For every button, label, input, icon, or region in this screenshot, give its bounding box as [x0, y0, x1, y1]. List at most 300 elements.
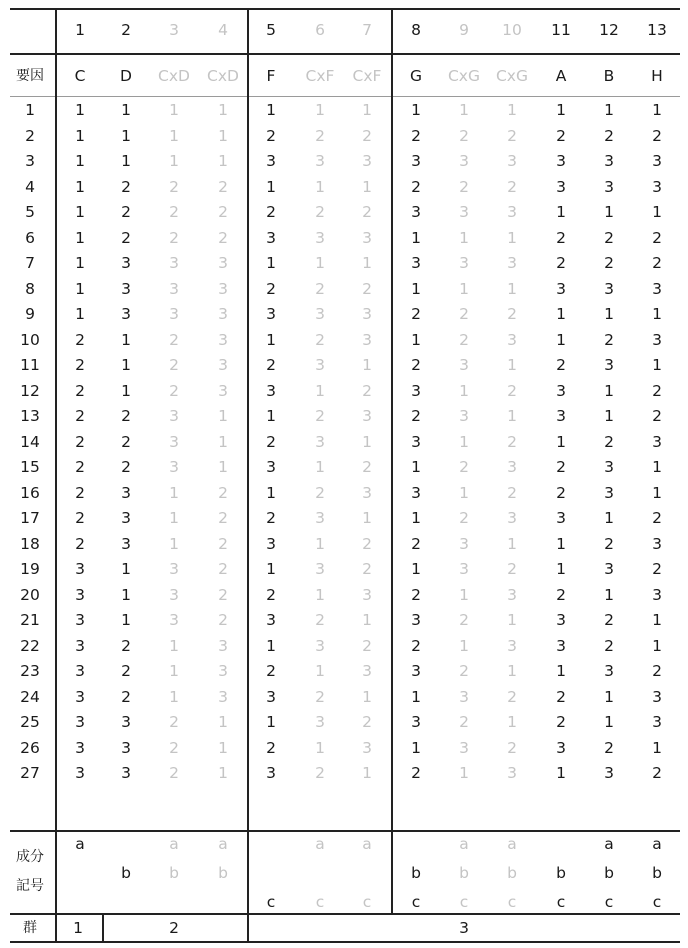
component-symbol: a — [507, 835, 517, 853]
column-number: 4 — [218, 21, 228, 39]
table-cell: 3 — [266, 458, 276, 476]
table-cell: 3 — [169, 458, 179, 476]
factor-name: CxD — [158, 67, 190, 85]
table-cell: 1 — [121, 126, 131, 145]
table-cell: 2 — [121, 203, 131, 221]
table-cell: 1 — [218, 458, 228, 476]
table-cell: 2 — [362, 381, 372, 400]
table-cell: 3 — [266, 152, 276, 170]
table-cell: 1 — [169, 687, 179, 706]
table-cell: 2 — [121, 432, 131, 451]
table-cell: 1 — [604, 305, 614, 323]
table-cell: 3 — [75, 713, 85, 731]
table-cell: 2 — [507, 687, 517, 706]
table-cell: 2 — [459, 458, 469, 476]
component-symbol: c — [411, 893, 421, 911]
table-cell: 3 — [556, 279, 566, 298]
row-number: 5 — [25, 203, 35, 221]
component-symbol: b — [507, 864, 517, 882]
table-cell: 3 — [218, 662, 228, 680]
table-cell: 3 — [604, 483, 614, 502]
table-cell: 3 — [652, 330, 662, 349]
table-cell: 1 — [362, 356, 372, 374]
table-cell: 2 — [121, 458, 131, 476]
table-cell: 2 — [652, 126, 662, 145]
table-cell: 1 — [507, 407, 517, 425]
table-cell: 1 — [362, 509, 372, 527]
table-cell: 1 — [459, 279, 469, 298]
column-number: 6 — [315, 21, 325, 39]
table-cell: 2 — [556, 713, 566, 731]
table-cell: 2 — [652, 764, 662, 782]
table-rule — [10, 96, 680, 97]
table-cell: 2 — [218, 534, 228, 553]
table-cell: 1 — [169, 483, 179, 502]
row-number: 14 — [20, 432, 40, 451]
table-cell: 1 — [556, 305, 566, 323]
table-cell: 2 — [411, 534, 421, 553]
table-cell: 3 — [121, 509, 131, 527]
table-cell: 2 — [121, 228, 131, 247]
table-rule — [102, 913, 104, 943]
table-cell: 2 — [218, 509, 228, 527]
table-cell: 2 — [652, 662, 662, 680]
table-cell: 2 — [556, 126, 566, 145]
table-rule — [391, 8, 393, 913]
table-cell: 1 — [218, 764, 228, 782]
table-cell: 3 — [556, 177, 566, 196]
table-cell: 3 — [169, 560, 179, 578]
table-cell: 2 — [604, 636, 614, 655]
table-cell: 3 — [362, 738, 372, 757]
table-cell: 2 — [169, 203, 179, 221]
row-number: 19 — [20, 560, 40, 578]
column-number: 12 — [599, 21, 619, 39]
table-cell: 1 — [218, 101, 228, 119]
table-cell: 2 — [604, 432, 614, 451]
table-cell: 2 — [604, 534, 614, 553]
table-cell: 3 — [362, 305, 372, 323]
table-cell: 3 — [652, 177, 662, 196]
table-cell: 3 — [218, 636, 228, 655]
table-cell: 3 — [556, 381, 566, 400]
table-cell: 2 — [556, 687, 566, 706]
table-cell: 1 — [604, 687, 614, 706]
table-cell: 3 — [507, 203, 517, 221]
table-cell: 3 — [459, 560, 469, 578]
table-cell: 1 — [362, 177, 372, 196]
table-cell: 2 — [604, 738, 614, 757]
table-cell: 1 — [507, 662, 517, 680]
table-cell: 1 — [362, 611, 372, 629]
table-rule — [247, 913, 249, 943]
factor-name: CxF — [305, 67, 335, 85]
table-cell: 2 — [75, 330, 85, 349]
table-cell: 1 — [411, 560, 421, 578]
table-cell: 1 — [556, 764, 566, 782]
row-number: 11 — [20, 356, 40, 374]
table-cell: 2 — [218, 483, 228, 502]
table-cell: 3 — [266, 305, 276, 323]
group-value: 1 — [73, 919, 83, 937]
table-cell: 3 — [218, 254, 228, 272]
table-cell: 3 — [362, 585, 372, 604]
table-cell: 1 — [121, 330, 131, 349]
table-cell: 1 — [652, 611, 662, 629]
table-cell: 1 — [75, 152, 85, 170]
component-label: 成分 — [16, 849, 44, 865]
table-cell: 2 — [459, 611, 469, 629]
table-cell: 1 — [507, 228, 517, 247]
table-cell: 2 — [507, 483, 517, 502]
table-cell: 3 — [266, 687, 276, 706]
row-number: 17 — [20, 509, 40, 527]
table-cell: 1 — [75, 126, 85, 145]
table-cell: 2 — [556, 585, 566, 604]
table-cell: 3 — [75, 738, 85, 757]
table-rule — [10, 8, 680, 10]
table-cell: 3 — [266, 534, 276, 553]
table-cell: 1 — [266, 101, 276, 119]
table-cell: 2 — [266, 126, 276, 145]
table-cell: 1 — [411, 509, 421, 527]
table-cell: 2 — [604, 611, 614, 629]
table-cell: 1 — [315, 254, 325, 272]
table-cell: 3 — [556, 636, 566, 655]
table-cell: 3 — [75, 687, 85, 706]
table-cell: 2 — [459, 662, 469, 680]
table-rule — [55, 8, 57, 943]
table-cell: 2 — [411, 177, 421, 196]
group-value: 3 — [459, 919, 469, 937]
table-cell: 3 — [315, 636, 325, 655]
table-cell: 2 — [315, 611, 325, 629]
table-cell: 3 — [362, 330, 372, 349]
table-cell: 1 — [411, 330, 421, 349]
column-number: 1 — [75, 21, 85, 39]
table-cell: 1 — [75, 305, 85, 323]
table-rule — [10, 941, 680, 943]
factor-label: 要因 — [16, 68, 44, 84]
table-cell: 2 — [266, 356, 276, 374]
table-cell: 2 — [315, 764, 325, 782]
table-cell: 2 — [556, 483, 566, 502]
table-cell: 3 — [75, 585, 85, 604]
table-cell: 3 — [459, 203, 469, 221]
table-cell: 3 — [459, 254, 469, 272]
table-cell: 3 — [604, 356, 614, 374]
table-cell: 1 — [459, 636, 469, 655]
table-cell: 3 — [266, 764, 276, 782]
table-cell: 2 — [75, 381, 85, 400]
table-cell: 3 — [556, 509, 566, 527]
table-cell: 1 — [652, 203, 662, 221]
table-cell: 1 — [652, 458, 662, 476]
table-cell: 2 — [169, 177, 179, 196]
table-cell: 2 — [362, 534, 372, 553]
table-cell: 3 — [218, 356, 228, 374]
table-cell: 3 — [315, 509, 325, 527]
table-cell: 2 — [459, 330, 469, 349]
table-cell: 3 — [218, 330, 228, 349]
table-cell: 1 — [266, 254, 276, 272]
table-cell: 2 — [459, 305, 469, 323]
table-cell: 2 — [121, 177, 131, 196]
table-cell: 3 — [121, 254, 131, 272]
table-cell: 1 — [652, 738, 662, 757]
table-cell: 2 — [362, 458, 372, 476]
table-cell: 1 — [507, 101, 517, 119]
table-cell: 2 — [169, 713, 179, 731]
table-cell: 1 — [604, 407, 614, 425]
table-cell: 3 — [459, 738, 469, 757]
table-cell: 3 — [652, 279, 662, 298]
table-cell: 3 — [121, 738, 131, 757]
component-symbol: b — [121, 864, 131, 882]
table-cell: 3 — [411, 483, 421, 502]
table-cell: 2 — [411, 636, 421, 655]
row-number: 7 — [25, 254, 35, 272]
table-cell: 3 — [459, 407, 469, 425]
table-cell: 1 — [169, 101, 179, 119]
component-symbol: b — [556, 864, 566, 882]
column-number: 13 — [647, 21, 667, 39]
factor-name: F — [266, 67, 276, 85]
table-cell: 2 — [362, 713, 372, 731]
table-cell: 3 — [266, 228, 276, 247]
component-symbol: a — [362, 835, 372, 853]
row-number: 20 — [20, 585, 40, 604]
table-cell: 1 — [604, 381, 614, 400]
symbol-label: 記号 — [16, 878, 44, 894]
table-cell: 2 — [218, 203, 228, 221]
table-cell: 1 — [556, 432, 566, 451]
table-cell: 3 — [121, 534, 131, 553]
table-cell: 3 — [315, 228, 325, 247]
table-cell: 3 — [266, 611, 276, 629]
table-cell: 2 — [604, 330, 614, 349]
row-number: 8 — [25, 279, 35, 298]
row-number: 21 — [20, 611, 40, 629]
table-cell: 1 — [121, 611, 131, 629]
factor-name: CxF — [352, 67, 382, 85]
table-cell: 2 — [266, 738, 276, 757]
table-cell: 2 — [362, 279, 372, 298]
table-cell: 2 — [169, 330, 179, 349]
table-cell: 1 — [75, 254, 85, 272]
table-cell: 1 — [75, 228, 85, 247]
component-symbol: a — [652, 835, 662, 853]
table-cell: 1 — [604, 101, 614, 119]
row-number: 23 — [20, 662, 40, 680]
table-cell: 3 — [411, 713, 421, 731]
component-symbol: c — [362, 893, 372, 911]
table-cell: 1 — [218, 126, 228, 145]
table-cell: 1 — [121, 585, 131, 604]
factor-name: G — [409, 67, 422, 85]
table-cell: 3 — [459, 356, 469, 374]
table-cell: 3 — [507, 254, 517, 272]
table-cell: 3 — [315, 713, 325, 731]
table-cell: 2 — [507, 738, 517, 757]
table-cell: 1 — [315, 101, 325, 119]
table-cell: 2 — [169, 228, 179, 247]
table-cell: 2 — [362, 560, 372, 578]
table-cell: 1 — [266, 483, 276, 502]
table-cell: 3 — [411, 611, 421, 629]
table-cell: 3 — [411, 152, 421, 170]
table-cell: 2 — [169, 764, 179, 782]
table-cell: 3 — [556, 407, 566, 425]
table-cell: 3 — [652, 152, 662, 170]
table-cell: 3 — [507, 636, 517, 655]
table-cell: 1 — [411, 279, 421, 298]
table-cell: 1 — [75, 101, 85, 119]
table-cell: 3 — [362, 407, 372, 425]
table-cell: 1 — [218, 432, 228, 451]
column-number: 11 — [551, 21, 571, 39]
table-cell: 2 — [604, 126, 614, 145]
column-number: 7 — [362, 21, 372, 39]
table-cell: 1 — [218, 407, 228, 425]
table-cell: 1 — [75, 177, 85, 196]
component-symbol: c — [652, 893, 662, 911]
factor-name: B — [603, 67, 615, 85]
table-cell: 1 — [169, 636, 179, 655]
table-cell: 3 — [169, 254, 179, 272]
component-symbol: c — [507, 893, 517, 911]
table-cell: 1 — [507, 356, 517, 374]
row-number: 3 — [25, 152, 35, 170]
row-number: 25 — [20, 713, 40, 731]
row-number: 26 — [20, 738, 40, 757]
table-cell: 1 — [362, 687, 372, 706]
table-cell: 1 — [169, 126, 179, 145]
table-cell: 3 — [556, 152, 566, 170]
table-cell: 1 — [556, 534, 566, 553]
table-cell: 3 — [75, 560, 85, 578]
component-symbol: a — [315, 835, 325, 853]
table-cell: 2 — [362, 126, 372, 145]
table-cell: 2 — [169, 356, 179, 374]
table-cell: 1 — [266, 636, 276, 655]
table-cell: 2 — [315, 203, 325, 221]
factor-name: CxG — [495, 67, 528, 85]
table-cell: 2 — [459, 126, 469, 145]
component-symbol: a — [218, 835, 228, 853]
table-cell: 1 — [507, 534, 517, 553]
table-cell: 2 — [507, 305, 517, 323]
table-cell: 2 — [362, 203, 372, 221]
table-cell: 1 — [121, 152, 131, 170]
table-cell: 3 — [315, 305, 325, 323]
table-cell: 1 — [266, 713, 276, 731]
table-cell: 2 — [411, 764, 421, 782]
table-cell: 1 — [266, 560, 276, 578]
table-cell: 3 — [652, 534, 662, 553]
table-cell: 3 — [507, 764, 517, 782]
table-cell: 2 — [411, 356, 421, 374]
table-cell: 2 — [75, 407, 85, 425]
table-cell: 1 — [169, 662, 179, 680]
table-cell: 3 — [121, 764, 131, 782]
table-cell: 3 — [507, 585, 517, 604]
table-cell: 2 — [459, 713, 469, 731]
table-cell: 2 — [507, 126, 517, 145]
component-symbol: b — [218, 864, 228, 882]
table-cell: 1 — [459, 381, 469, 400]
table-cell: 3 — [218, 687, 228, 706]
table-cell: 3 — [169, 611, 179, 629]
table-cell: 1 — [459, 101, 469, 119]
table-cell: 3 — [169, 585, 179, 604]
column-number: 8 — [411, 21, 421, 39]
table-cell: 2 — [218, 560, 228, 578]
table-cell: 2 — [652, 560, 662, 578]
table-cell: 3 — [459, 687, 469, 706]
table-cell: 1 — [362, 432, 372, 451]
table-cell: 1 — [315, 738, 325, 757]
table-cell: 1 — [169, 152, 179, 170]
table-rule — [10, 913, 680, 915]
table-cell: 3 — [169, 279, 179, 298]
table-cell: 2 — [315, 330, 325, 349]
column-number: 10 — [502, 21, 522, 39]
table-cell: 1 — [266, 407, 276, 425]
table-cell: 1 — [218, 713, 228, 731]
table-cell: 2 — [121, 662, 131, 680]
table-cell: 2 — [604, 228, 614, 247]
table-cell: 3 — [604, 764, 614, 782]
table-cell: 1 — [507, 279, 517, 298]
table-cell: 1 — [652, 305, 662, 323]
table-cell: 2 — [315, 483, 325, 502]
component-symbol: a — [604, 835, 614, 853]
table-cell: 2 — [315, 279, 325, 298]
table-cell: 2 — [121, 407, 131, 425]
factor-name: CxG — [447, 67, 480, 85]
table-cell: 2 — [218, 611, 228, 629]
table-cell: 2 — [218, 228, 228, 247]
component-symbol: b — [459, 864, 469, 882]
table-cell: 1 — [315, 177, 325, 196]
table-cell: 1 — [411, 687, 421, 706]
table-cell: 2 — [75, 483, 85, 502]
table-cell: 3 — [315, 432, 325, 451]
table-rule — [10, 830, 680, 832]
table-cell: 3 — [315, 152, 325, 170]
table-cell: 1 — [75, 203, 85, 221]
table-cell: 1 — [604, 713, 614, 731]
table-cell: 2 — [507, 560, 517, 578]
row-number: 6 — [25, 228, 35, 247]
table-cell: 3 — [556, 738, 566, 757]
table-cell: 2 — [362, 636, 372, 655]
table-cell: 1 — [411, 458, 421, 476]
table-cell: 1 — [411, 228, 421, 247]
table-cell: 3 — [218, 381, 228, 400]
table-cell: 2 — [75, 509, 85, 527]
table-cell: 3 — [507, 509, 517, 527]
table-cell: 3 — [362, 152, 372, 170]
table-cell: 2 — [75, 534, 85, 553]
table-cell: 2 — [266, 432, 276, 451]
table-cell: 2 — [507, 381, 517, 400]
row-number: 16 — [20, 483, 40, 502]
component-symbol: b — [604, 864, 614, 882]
table-cell: 2 — [266, 662, 276, 680]
table-cell: 2 — [411, 585, 421, 604]
